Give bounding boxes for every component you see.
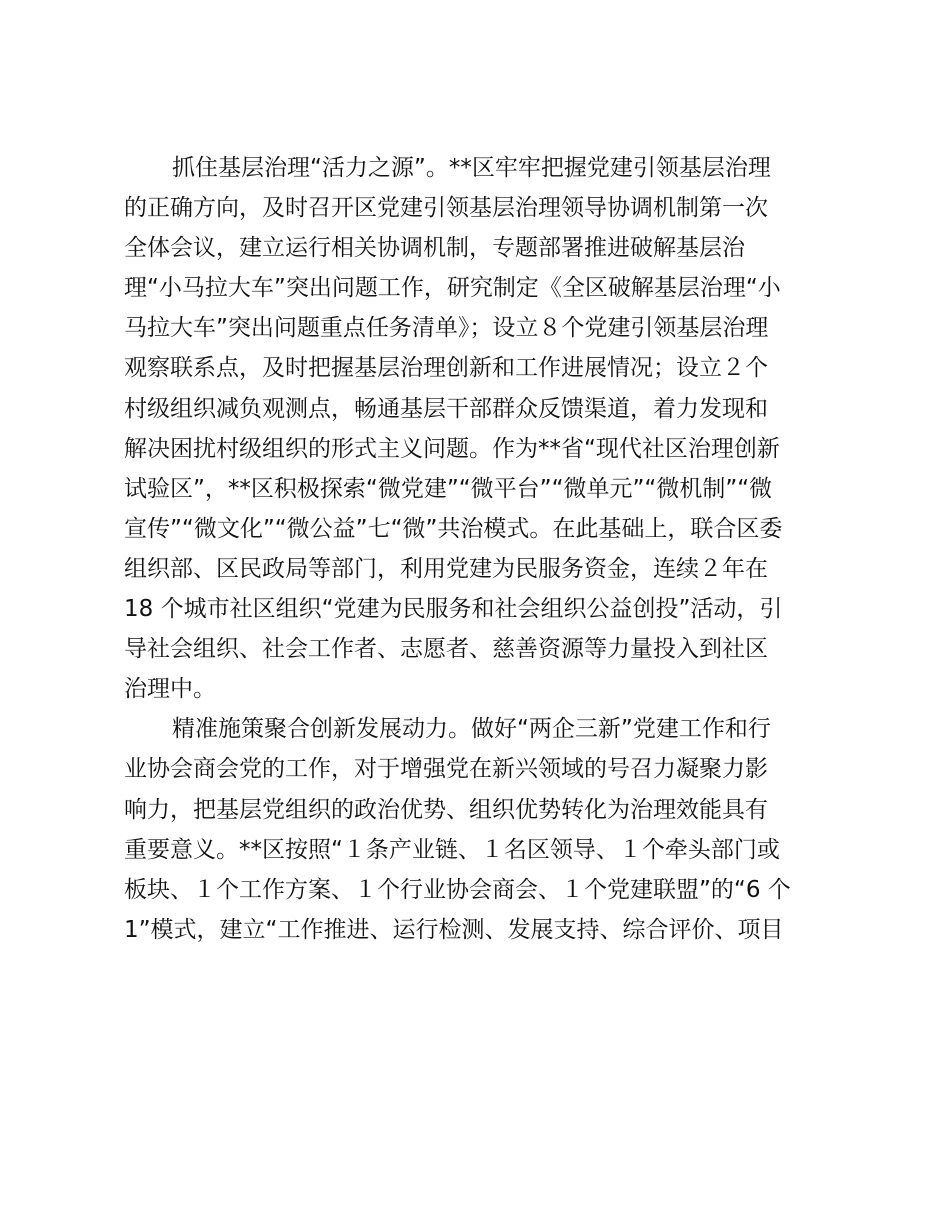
- text-line: 观察联系点，及时把握基层治理创新和工作进展情况；设立２个: [124, 355, 768, 382]
- text-line: 组织部、区民政局等部门，利用党建为民服务资金，连续２年在: [124, 555, 768, 582]
- document-body: [124, 148, 836, 950]
- text-line: 板块、１个工作方案、１个行业协会商会、１个党建联盟”的“6 个: [124, 876, 791, 903]
- text-line: 重要意义。**区按照“１条产业链、１名区领导、１个牵头部门或: [124, 836, 780, 863]
- text-line: 解决困扰村级组织的形式主义问题。作为**省“现代社区治理创新: [124, 435, 780, 462]
- paragraph-2: [124, 709, 836, 950]
- text-line: 18 个城市社区组织“党建为民服务和社会组织公益创投”活动，引: [124, 596, 783, 623]
- text-line: 的正确方向，及时召开区党建引领基层治理领导协调机制第一次: [124, 195, 768, 222]
- text-line: 抓住基层治理“活力之源”。**区牢牢把握党建引领基层治理: [172, 155, 771, 181]
- text-line: 业协会商会党的工作，对于增强党在新兴领域的号召力凝聚力影: [124, 756, 768, 783]
- text-line: 全体会议，建立运行相关协调机制，专题部署推进破解基层治: [124, 235, 745, 262]
- text-line: 响力，把基层党组织的政治优势、组织优势转化为治理效能具有: [124, 796, 768, 823]
- text-line: 村级组织减负观测点，畅通基层干部群众反馈渠道，着力发现和: [124, 395, 768, 422]
- text-line: 试验区”，**区积极探索“微党建”“微平台”“微单元”“微机制”“微: [124, 475, 773, 502]
- text-line: 治理中。: [124, 676, 216, 703]
- text-line: 1”模式，建立“工作推进、运行检测、发展支持、综合评价、项目: [124, 916, 784, 943]
- text-line: 精准施策聚合创新发展动力。做好“两企三新”党建工作和行: [172, 716, 771, 743]
- text-line: 导社会组织、社会工作者、志愿者、慈善资源等力量投入到社区: [124, 636, 768, 663]
- text-line: 理“小马拉大车”突出问题工作，研究制定《全区破解基层治理“小: [124, 275, 781, 302]
- text-line: 宣传”“微文化”“微公益”七“微”共治模式。在此基础上，联合区委: [124, 515, 783, 542]
- paragraph-1: [124, 148, 836, 709]
- text-line: 马拉大车”突出问题重点任务清单》；设立８个党建引领基层治理: [124, 315, 769, 342]
